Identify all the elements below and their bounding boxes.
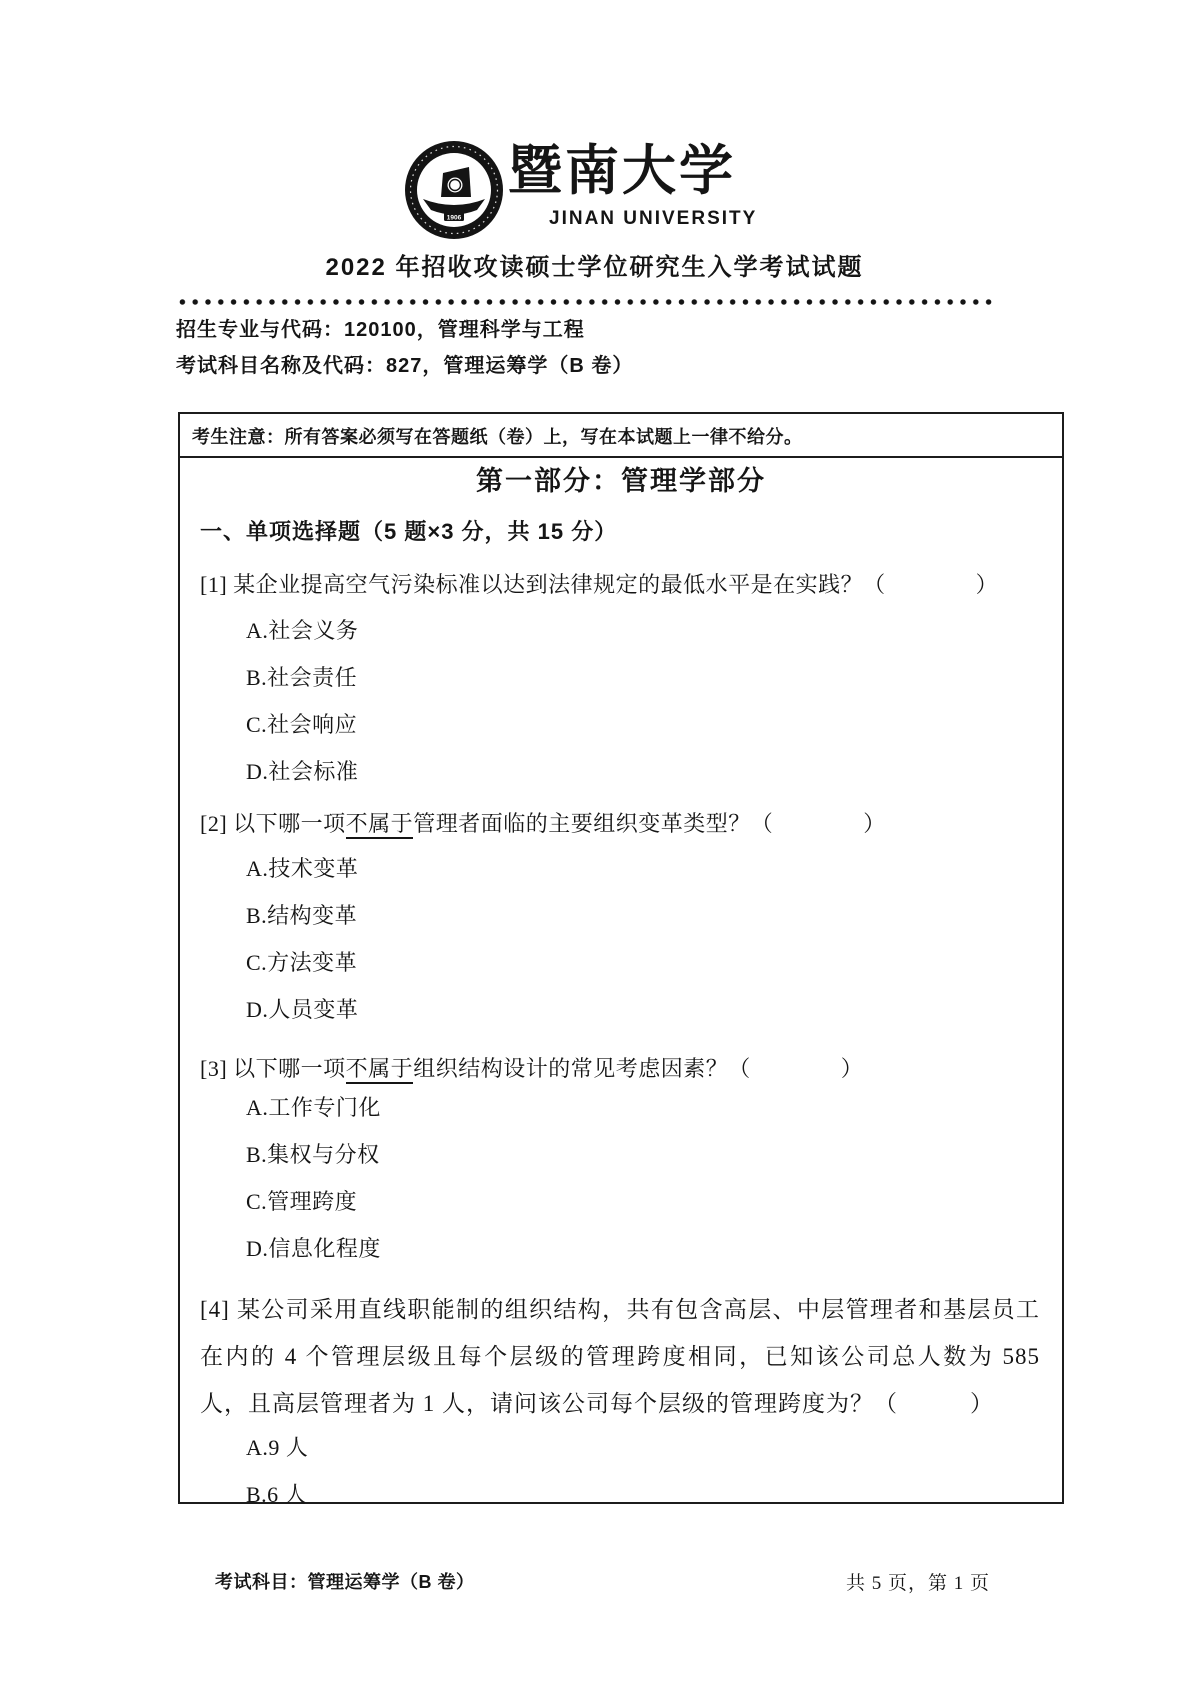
major-code-line: 招生专业与代码：120100，管理科学与工程: [176, 319, 585, 341]
university-name-en: JINAN UNIVERSITY: [549, 208, 758, 229]
question-2-option-a: A.技术变革: [246, 856, 359, 881]
question-2: [200, 809, 1038, 839]
question-3-text-after: 组织结构设计的常见考虑因素？（ ）: [413, 1056, 864, 1081]
question-1-option-a: A.社会义务: [246, 618, 359, 643]
question-1-text: 某企业提高空气污染标准以达到法律规定的最低水平是在实践？（ ）: [233, 572, 999, 597]
question-4-option-b: B.6 人: [246, 1482, 308, 1507]
dotted-divider: [176, 297, 994, 307]
question-3-text: 以下哪一项: [233, 1056, 346, 1081]
exam-title: 2022 年招收攻读硕士学位研究生入学考试试题: [325, 254, 864, 281]
question-2-underlined-text: 不属于: [346, 811, 414, 839]
question-4-option-a: A.9 人: [246, 1435, 309, 1460]
question-1-option-b: B.社会责任: [246, 665, 358, 690]
question-2-option-b: B.结构变革: [246, 903, 358, 928]
question-3-option-a: A.工作专门化: [246, 1095, 381, 1120]
university-name-cn: 暨南大学: [508, 141, 736, 201]
question-3-label: [3]: [200, 1056, 228, 1081]
university-seal-icon: [403, 139, 505, 241]
question-1-option-c: C.社会响应: [246, 712, 358, 737]
question-3: [200, 1054, 1038, 1084]
footer-subject: 考试科目：管理运筹学（B 卷）: [215, 1572, 475, 1592]
question-1: [200, 570, 1038, 600]
seal-boat-icon: [403, 139, 505, 241]
subject-code-line: 考试科目名称及代码：827，管理运筹学（B 卷）: [176, 355, 634, 377]
question-4: [200, 1286, 1040, 1427]
section-title: 第一部分：管理学部分: [476, 466, 766, 496]
question-3-option-d: D.信息化程度: [246, 1236, 381, 1261]
question-1-label: [1]: [200, 572, 228, 597]
svg-text:1906: 1906: [446, 214, 462, 222]
question-2-text-after: 管理者面临的主要组织变革类型？（ ）: [413, 811, 886, 836]
question-3-option-c: C.管理跨度: [246, 1189, 358, 1214]
footer-page-number: 共 5 页，第 1 页: [845, 1573, 990, 1594]
question-4-text: 某公司采用直线职能制的组织结构，共有包含高层、中层管理者和基层员工在内的 4 个管理层级且每个层级的管理跨度相同，已知该公司总人数为 585 人，且高层管理者为 1 人，请问该公司每个层级的管理跨度为？（ ）: [200, 1297, 1041, 1416]
candidate-notice: 考生注意：所有答案必须写在答题纸（卷）上，写在本试题上一律不给分。: [180, 414, 1062, 458]
question-2-text: 以下哪一项: [233, 811, 346, 836]
question-1-option-d: D.社会标准: [246, 759, 359, 784]
question-3-underlined-text: 不属于: [346, 1056, 414, 1084]
question-2-option-d: D.人员变革: [246, 997, 359, 1022]
question-4-label: [4]: [200, 1297, 230, 1322]
question-group-title: 一、单项选择题（5 题×3 分，共 15 分）: [200, 519, 618, 544]
question-3-option-b: B.集权与分权: [246, 1142, 380, 1167]
question-2-label: [2]: [200, 811, 228, 836]
question-2-option-c: C.方法变革: [246, 950, 358, 975]
exam-content-box: [178, 412, 1064, 1507]
